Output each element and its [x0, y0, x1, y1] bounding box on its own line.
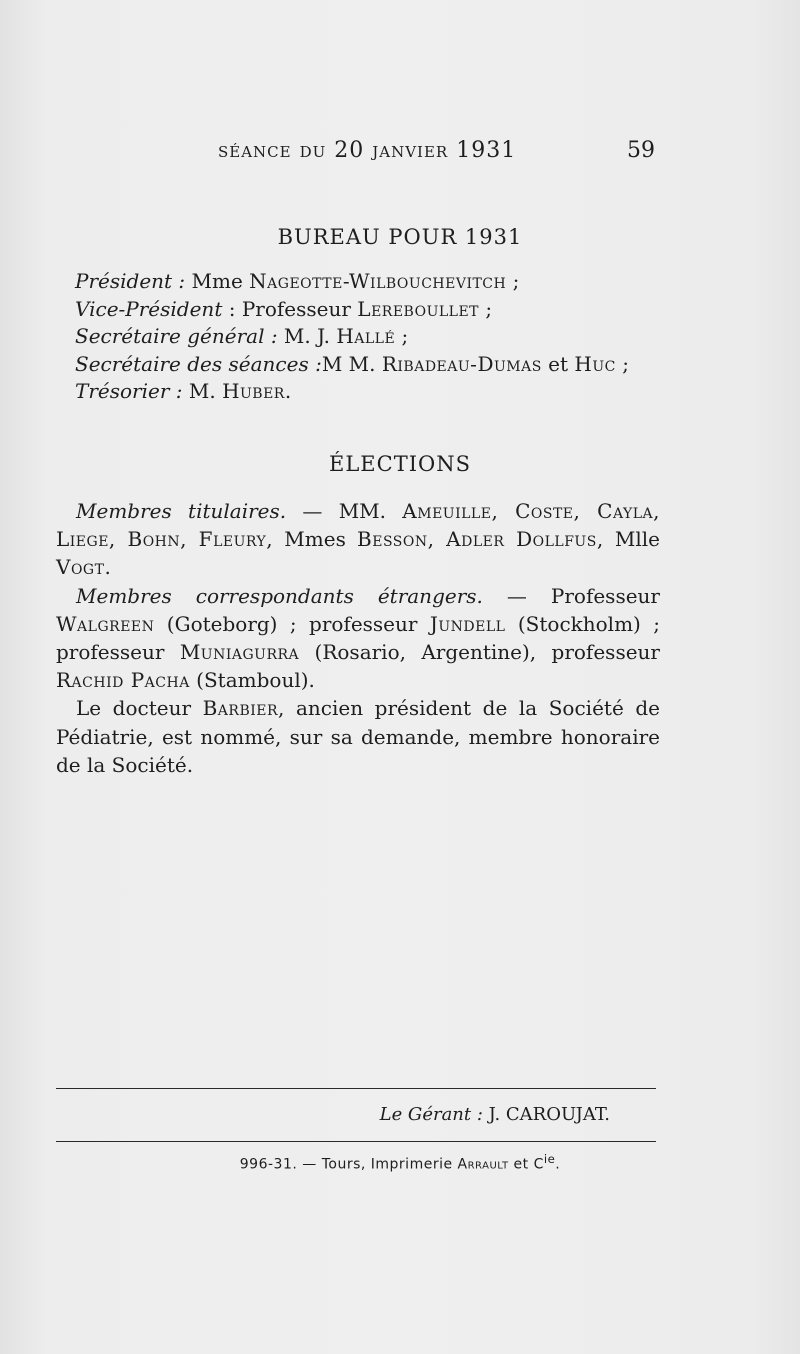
running-title: séance du 20 janvier 1931 [218, 138, 517, 163]
bureau-heading: BUREAU POUR 1931 [277, 225, 523, 249]
gerant-signature: Le Gérant : J. CAROUJAT. [379, 1104, 610, 1125]
officer-secretaire-general: Secrétaire général : M. J. Hallé ; [75, 324, 409, 348]
running-head [0, 138, 800, 168]
elections-body [56, 497, 660, 779]
officer-vice-president: Vice-Président : Professeur Lereboullet ; [75, 296, 493, 321]
elections-heading: ÉLECTIONS [329, 452, 471, 476]
officers-list [75, 268, 665, 406]
officer-secretaire-seances: Secrétaire des séances :M M. Ribadeau-Dumas et Huc ; [75, 351, 629, 376]
page-number: 59 [627, 138, 655, 163]
officer-tresorier: Trésorier : M. Huber. [75, 379, 292, 403]
divider-bottom [56, 1141, 656, 1142]
officer-president: Président : Mme Nageotte-Wilbouchevitch ; [75, 269, 520, 293]
paragraph-titulaires: Membres titulaires. — MM. Ameuille, Coste, Cayla, Liege, Bohn, Fleury, Mmes Besson, Adler Dollfus, Mlle Vogt. [56, 499, 661, 580]
printer-imprint: 996-31. — Tours, Imprimerie Arrault et $C^{ie}$. [239, 1152, 561, 1173]
divider-top [56, 1088, 656, 1089]
paragraph-honoraire: Le docteur Barbier, ancien président de la Société de Pédiatrie, est nommé, sur sa demande, membre honoraire de la Société. [56, 696, 660, 777]
paragraph-correspondants: Membres correspondants étrangers. — Professeur Walgreen (Goteborg) ; professeur Jundell (Stockholm) ; professeur Muniagurra (Rosario, Argentine), professeur Rachid Pacha (Stamboul). [56, 583, 660, 693]
